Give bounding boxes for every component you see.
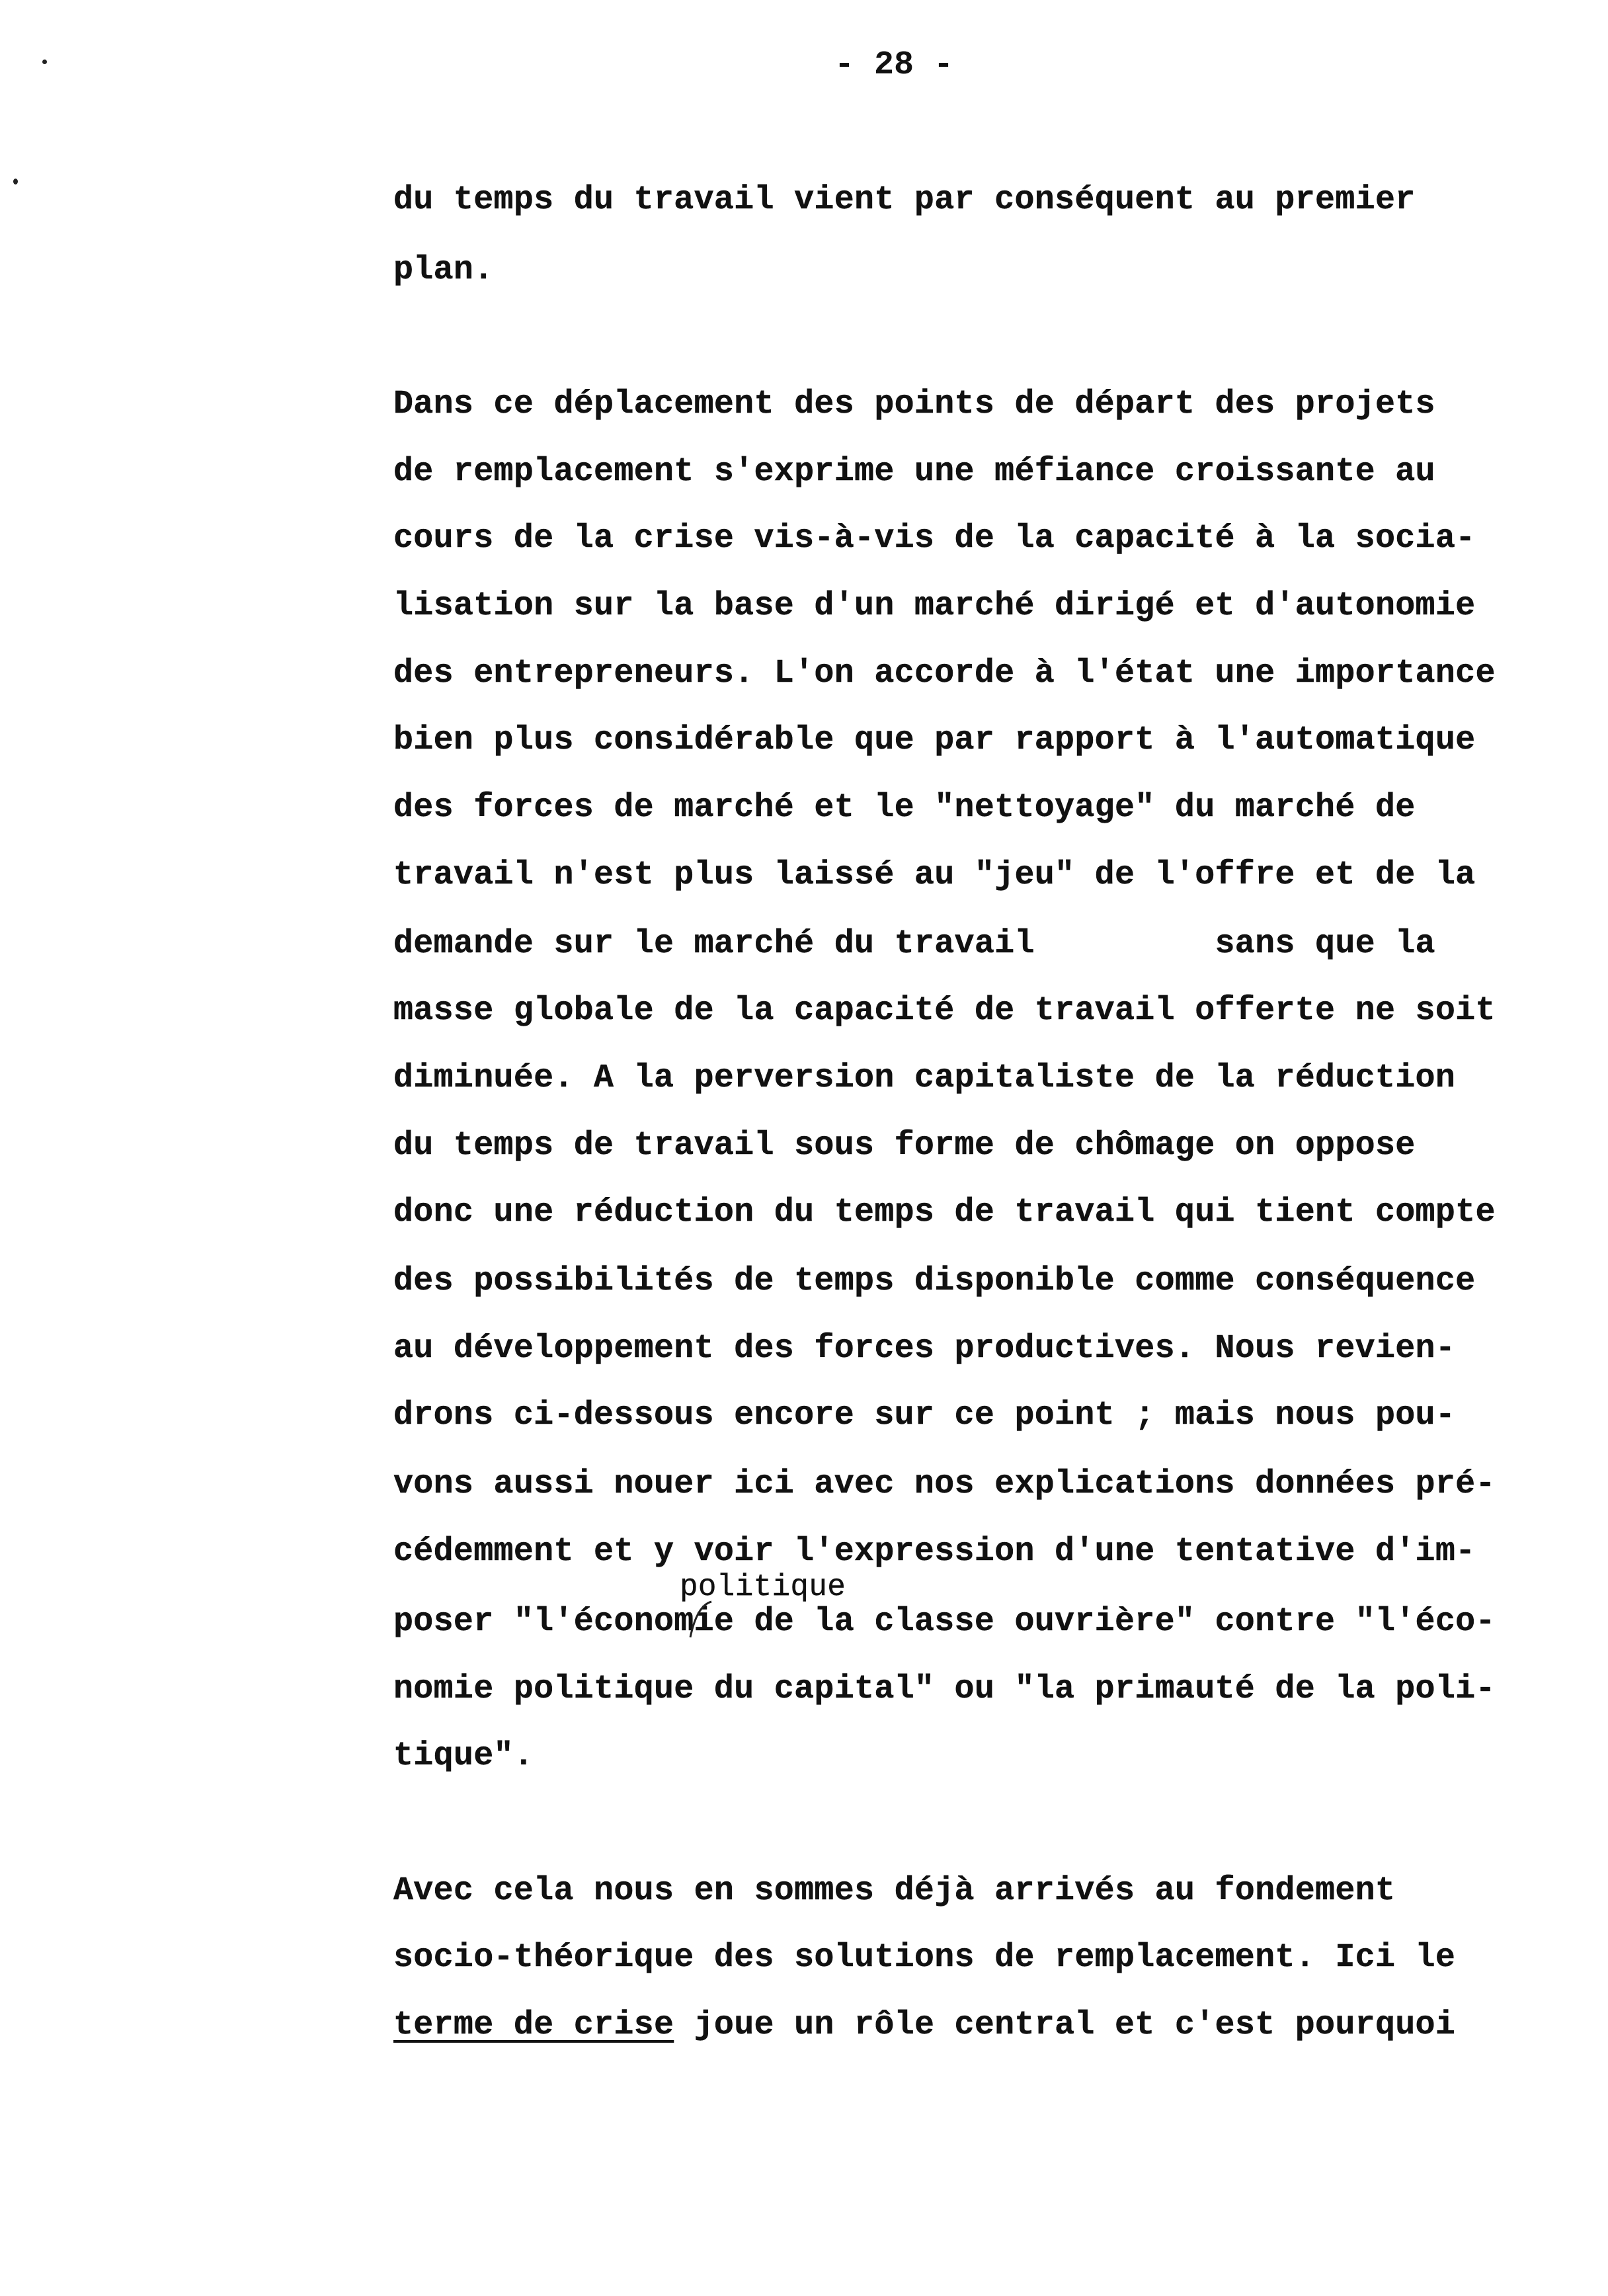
text-line: socio-théorique des solutions de remplacement. Ici le <box>393 1939 1456 1977</box>
text-line: poser "l'économie de la classe ouvrière" contre "l'éco- <box>393 1603 1496 1641</box>
text-line: des entrepreneurs. L'on accorde à l'état une importance <box>393 655 1496 692</box>
text-line: de remplacement s'exprime une méfiance croissante au <box>393 453 1435 491</box>
text-line: donc une réduction du temps de travail qui tient compte <box>393 1194 1496 1231</box>
text-line: bien plus considérable que par rapport à l'automatique <box>393 721 1476 759</box>
text-line: lisation sur la base d'un marché dirigé et d'autonomie <box>393 587 1476 625</box>
scan-speck <box>42 60 47 64</box>
text-line: diminuée. A la perversion capitaliste de la réduction <box>393 1059 1456 1097</box>
text-line: des forces de marché et le "nettoyage" du marché de <box>393 789 1416 827</box>
text-line: du temps de travail sous forme de chômage on oppose <box>393 1127 1416 1165</box>
text-line: cours de la crise vis-à-vis de la capacité à la socia- <box>393 520 1476 557</box>
text-line: cédemment et y voir l'expression d'une tentative d'im- <box>393 1533 1476 1571</box>
text-line: drons ci-dessous encore sur ce point ; mais nous pou- <box>393 1397 1456 1434</box>
underlined-term: terme de crise <box>393 2006 674 2044</box>
text-line: plan. <box>393 251 494 289</box>
text-line: masse globale de la capacité de travail offerte ne soit <box>393 992 1496 1030</box>
text-line: au développement des forces productives. Nous revien- <box>393 1330 1456 1368</box>
text-line: des possibilités de temps disponible comme conséquence <box>393 1262 1476 1300</box>
handwritten-insertion: politique <box>680 1570 846 1604</box>
page-number: - 28 - <box>834 46 954 84</box>
text-line: tique". <box>393 1737 534 1775</box>
text-line: Avec cela nous en sommes déjà arrivés au fondement <box>393 1872 1396 1910</box>
text-line: du temps du travail vient par conséquent au premier <box>393 181 1416 219</box>
text-line: nomie politique du capital" ou "la primauté de la poli- <box>393 1670 1496 1708</box>
text-line: travail n'est plus laissé au "jeu" de l'offre et de la <box>393 856 1476 894</box>
line-rest: joue un rôle central et c'est pourquoi <box>674 2006 1456 2044</box>
scan-speck <box>13 179 18 184</box>
text-line: vons aussi nouer ici avec nos explications données pré- <box>393 1465 1496 1503</box>
text-line: Dans ce déplacement des points de départ des projets <box>393 386 1435 423</box>
text-line: demande sur le marché du travail sans que la <box>393 925 1435 963</box>
text-line-last <box>393 2006 1455 2045</box>
insertion-caret-mark <box>688 1599 714 1639</box>
